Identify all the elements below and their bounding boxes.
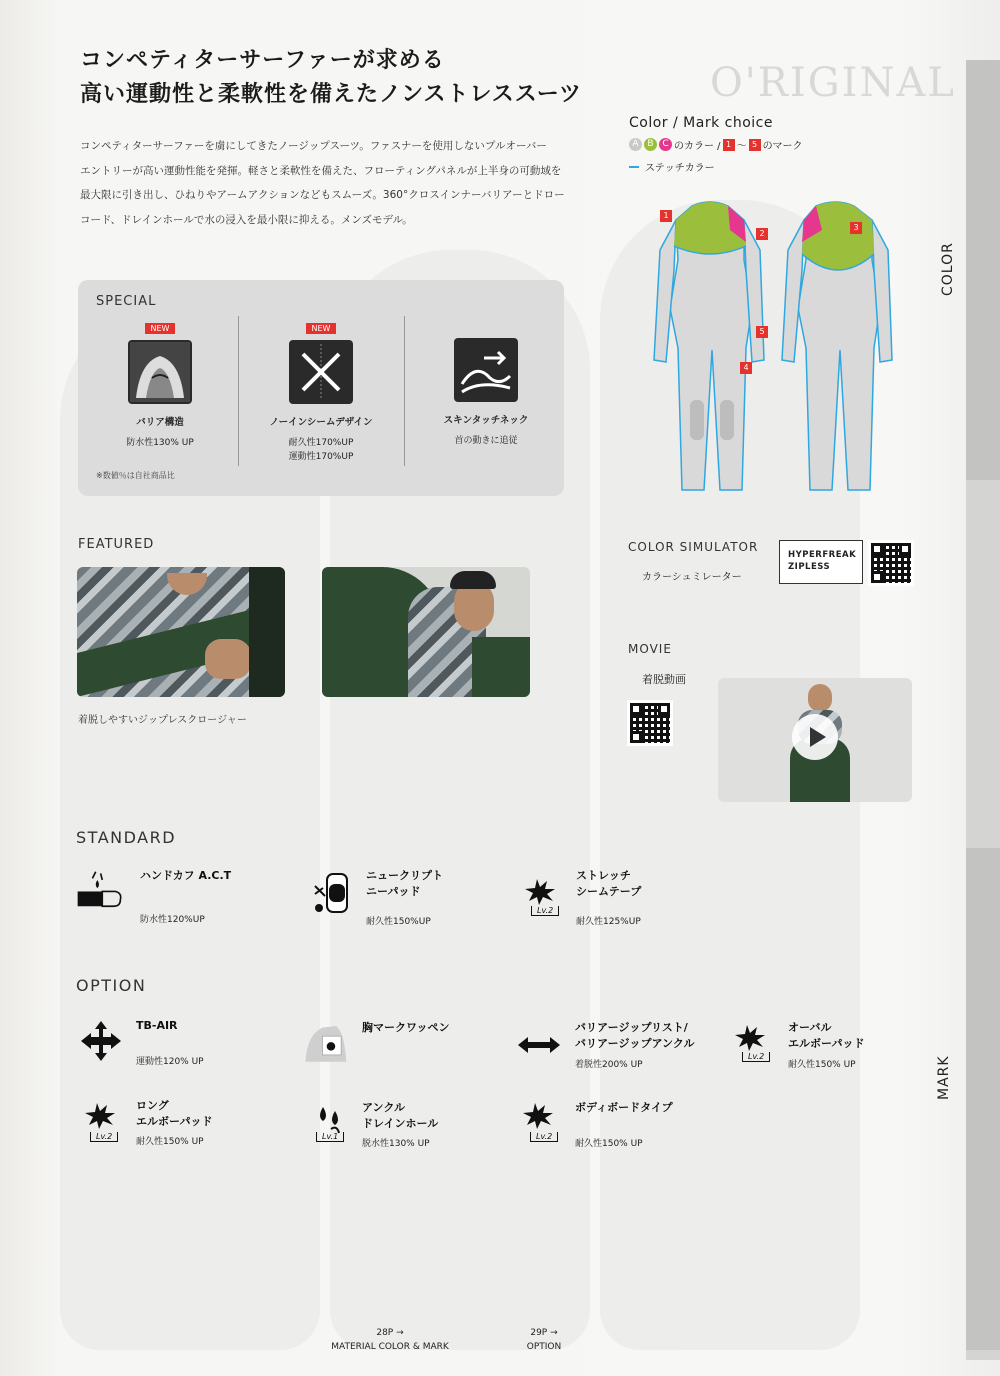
- standard-item-name: ニュークリプト ニーパッド: [366, 869, 443, 898]
- color-simulator-link[interactable]: [779, 540, 863, 584]
- special-item-name: スキンタッチネック: [443, 415, 529, 426]
- movie-title: MOVIE: [628, 642, 672, 656]
- color-mark-title: Color / Mark choice: [629, 115, 773, 131]
- special-divider: [404, 316, 405, 466]
- wetsuit-back: [782, 202, 892, 490]
- knee-pad-icon: [310, 870, 356, 916]
- barrier-icon: [128, 340, 192, 404]
- footer-link-page: 28P: [376, 1328, 394, 1338]
- featured-photo-zip-closure: [77, 567, 285, 697]
- intro-line-3: 最大限に引き出し、ひねりやアームアクションなどもスムーズ。360°クロスインナーバリアーとドロー: [80, 189, 565, 201]
- wetsuit-front: [654, 202, 764, 490]
- featured-caption: 着脱しやすいジップレスクロージャー: [78, 715, 247, 726]
- level-label: Lv.1: [316, 1132, 344, 1142]
- side-tab-color[interactable]: [966, 60, 1000, 480]
- arrow-right-icon: →: [396, 1328, 404, 1338]
- arrow-right-icon: →: [550, 1328, 558, 1338]
- color-b-badge: B: [644, 138, 657, 151]
- headline-line-1: コンペティターサーファーが求める: [80, 48, 445, 73]
- option-item-desc: 着脱性200% UP: [575, 1060, 643, 1070]
- special-item-no-inseam: [241, 316, 401, 464]
- movie-qr-code[interactable]: [627, 700, 673, 746]
- mark-badge-first: 1: [723, 139, 735, 151]
- mark-badge-3: 3: [850, 222, 862, 234]
- skin-touch-neck-icon: [454, 338, 518, 402]
- no-inseam-icon: [289, 340, 353, 404]
- footer-link-label: OPTION: [526, 1342, 562, 1352]
- movie-thumbnail[interactable]: [718, 678, 912, 802]
- wetsuit-diagram: [640, 190, 920, 510]
- hand-cuff-icon: [76, 866, 122, 912]
- new-badge: NEW: [145, 323, 176, 334]
- mark-badge-2: 2: [756, 228, 768, 240]
- mark-badge-last: 5: [749, 139, 761, 151]
- featured-title: FEATURED: [78, 537, 155, 552]
- special-item-skin-touch-neck: [406, 338, 566, 448]
- special-item-desc: 首の動きに追従: [454, 436, 518, 446]
- side-tab-mark[interactable]: [966, 970, 1000, 1350]
- special-item-barrier: [80, 316, 240, 450]
- option-item-name: TB-AIR: [136, 1019, 178, 1032]
- side-tab-mark-area: [966, 848, 1000, 970]
- page-headline: [80, 44, 582, 112]
- legend-mark-text: のマーク: [762, 141, 803, 152]
- movie-subtitle: 着脱動画: [642, 673, 686, 686]
- mark-badge-1: 1: [660, 210, 672, 222]
- special-item-desc: 防水性130% UP: [126, 438, 194, 448]
- new-badge: NEW: [306, 323, 337, 334]
- legend-color-text: のカラー /: [674, 141, 721, 152]
- mark-badge-5: 5: [756, 326, 768, 338]
- simulator-box-line-1: HYPERFREAK: [788, 550, 857, 560]
- option-item-desc: 耐久性150% UP: [788, 1060, 856, 1070]
- legend-stitch-text: ステッチカラー: [645, 163, 715, 174]
- option-item-name: オーバル エルボーパッド: [788, 1021, 865, 1050]
- standard-item-desc: 耐久性150%UP: [366, 917, 431, 927]
- mark-badge-4: 4: [740, 362, 752, 374]
- intro-line-1: コンペティターサーファーを虜にしてきたノージップスーツ。ファスナーを使用しないプルオーバー: [80, 140, 547, 152]
- standard-title: STANDARD: [76, 828, 177, 847]
- intro-text: [80, 134, 580, 232]
- footer-link-page: 29P: [530, 1328, 548, 1338]
- headline-line-2: 高い運動性と柔軟性を備えたノンストレススーツ: [80, 82, 582, 107]
- color-simulator-subtitle: カラーシュミレーター: [642, 572, 742, 583]
- side-tab-color-label: COLOR: [940, 242, 956, 296]
- legend-stitch: [629, 159, 715, 174]
- option-title: OPTION: [76, 976, 147, 995]
- color-a-badge: A: [629, 138, 642, 151]
- level-label: Lv.2: [742, 1052, 770, 1062]
- level-label: Lv.2: [530, 1132, 558, 1142]
- zip-arrow-icon: [516, 1022, 562, 1068]
- special-item-name: バリア構造: [136, 417, 184, 428]
- standard-item-name: ストレッチ シームテープ: [576, 869, 642, 898]
- special-item-desc: 耐久性170%UP 運動性170%UP: [288, 438, 354, 462]
- stitch-line-swatch: [629, 166, 639, 168]
- color-c-badge: C: [659, 138, 672, 151]
- option-item-desc: 耐久性150% UP: [136, 1137, 204, 1147]
- color-simulator-qr-code[interactable]: [868, 540, 914, 586]
- background-brand-text: O'RIGINAL: [710, 60, 956, 106]
- color-simulator-title: COLOR SIMULATOR: [628, 540, 759, 554]
- special-note: ※数値％は自社商品比: [96, 471, 175, 480]
- intro-line-2: エントリーが高い運動性能を発揮。軽さと柔軟性を備えた、フローティングパネルが上半身の可動域を: [80, 164, 562, 177]
- simulator-box-line-2: ZIPLESS: [788, 562, 831, 572]
- tb-air-icon: [78, 1018, 124, 1064]
- featured-photo-pullover: [322, 567, 530, 697]
- level-label: Lv.2: [90, 1132, 118, 1142]
- option-item-name: ロング エルボーパッド: [136, 1099, 213, 1128]
- special-title: SPECIAL: [96, 294, 157, 309]
- option-item-desc: 脱水性130% UP: [362, 1139, 430, 1149]
- special-divider: [238, 316, 239, 466]
- special-panel: [78, 280, 564, 496]
- option-item-name: ボディボードタイプ: [575, 1101, 673, 1114]
- footer-link-material[interactable]: [316, 1326, 464, 1354]
- color-mark-legend: A B C のカラー / 1 〜 5 のマーク: [629, 137, 803, 152]
- standard-item-name: ハンドカフ A.C.T: [140, 869, 232, 882]
- intro-line-4: コード、ドレインホールで水の浸入を最小限に抑える。メンズモデル。: [80, 213, 413, 226]
- play-icon[interactable]: [792, 714, 838, 760]
- option-item-name: バリアージップリスト/ バリアージップアンクル: [575, 1021, 695, 1050]
- standard-item-desc: 防水性120%UP: [140, 915, 205, 925]
- special-item-name: ノーインシームデザイン: [269, 417, 373, 428]
- footer-link-option[interactable]: [510, 1326, 578, 1354]
- option-item-desc: 運動性120% UP: [136, 1057, 204, 1067]
- side-tab-mark-label: MARK: [936, 1055, 952, 1100]
- standard-item-desc: 耐久性125%UP: [576, 917, 641, 927]
- footer-link-label: MATERIAL COLOR & MARK: [331, 1342, 449, 1352]
- option-item-desc: 耐久性150% UP: [575, 1139, 643, 1149]
- level-label: Lv.2: [531, 906, 559, 916]
- chest-patch-icon: [302, 1020, 348, 1066]
- option-item-name: アンクル ドレインホール: [362, 1101, 439, 1130]
- option-item-name: 胸マークワッペン: [362, 1021, 450, 1034]
